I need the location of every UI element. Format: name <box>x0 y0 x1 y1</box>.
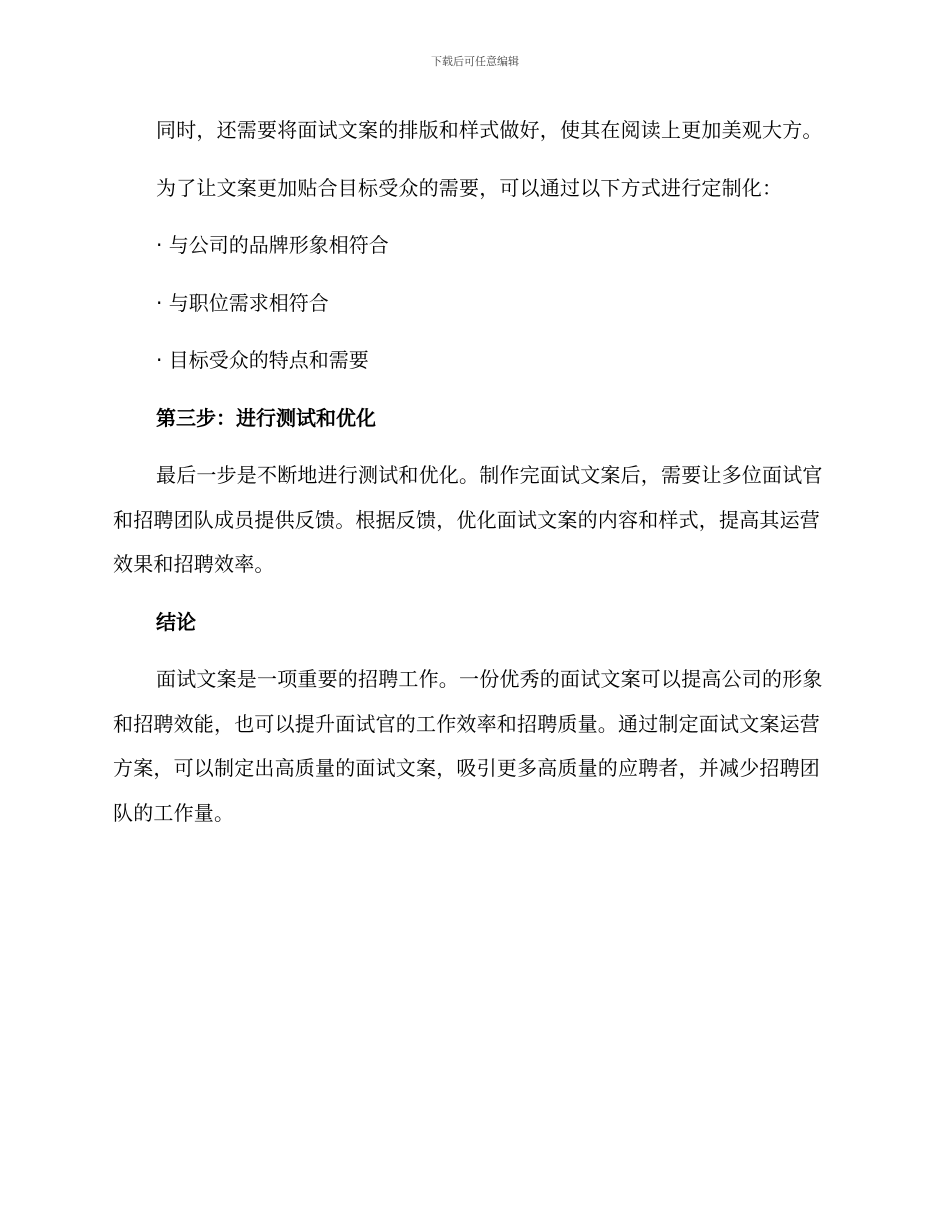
spacer <box>113 440 833 453</box>
spacer <box>113 210 833 223</box>
page-header: 下载后可任意编辑 <box>431 55 519 68</box>
document-body <box>113 108 833 835</box>
spacer <box>113 383 833 396</box>
paragraph-conclusion: 面试文案是一项重要的招聘工作。一份优秀的面试文案可以提高公司的形象和招聘效能，也可以提升面试官的工作效率和招聘质量。通过制定面试文案运营方案，可以制定出高质量的面试文案，吸引更多高质量的应聘者，并减少招聘团队的工作量。 <box>113 667 823 825</box>
bullet-item-audience: · 目标受众的特点和需要 <box>156 348 369 372</box>
spacer <box>113 644 833 657</box>
spacer <box>113 325 833 338</box>
paragraph-layout-style: 同时，还需要将面试文案的排版和样式做好，使其在阅读上更加美观大方。 <box>156 118 823 142</box>
spacer <box>113 268 833 281</box>
section-heading-step3: 第三步：进行测试和优化 <box>156 405 376 430</box>
section-heading-conclusion: 结论 <box>156 609 196 634</box>
spacer <box>113 153 833 166</box>
bullet-item-brand: · 与公司的品牌形象相符合 <box>156 233 389 257</box>
bullet-item-job: · 与职位需求相符合 <box>156 290 329 315</box>
spacer <box>113 587 833 600</box>
paragraph-customization-intro: 为了让文案更加贴合目标受众的需要，可以通过以下方式进行定制化： <box>156 175 783 200</box>
paragraph-testing: 最后一步是不断地进行测试和优化。制作完面试文案后，需要让多位面试官和招聘团队成员提供反馈。根据反馈，优化面试文案的内容和样式，提高其运营效果和招聘效率。 <box>113 463 823 576</box>
